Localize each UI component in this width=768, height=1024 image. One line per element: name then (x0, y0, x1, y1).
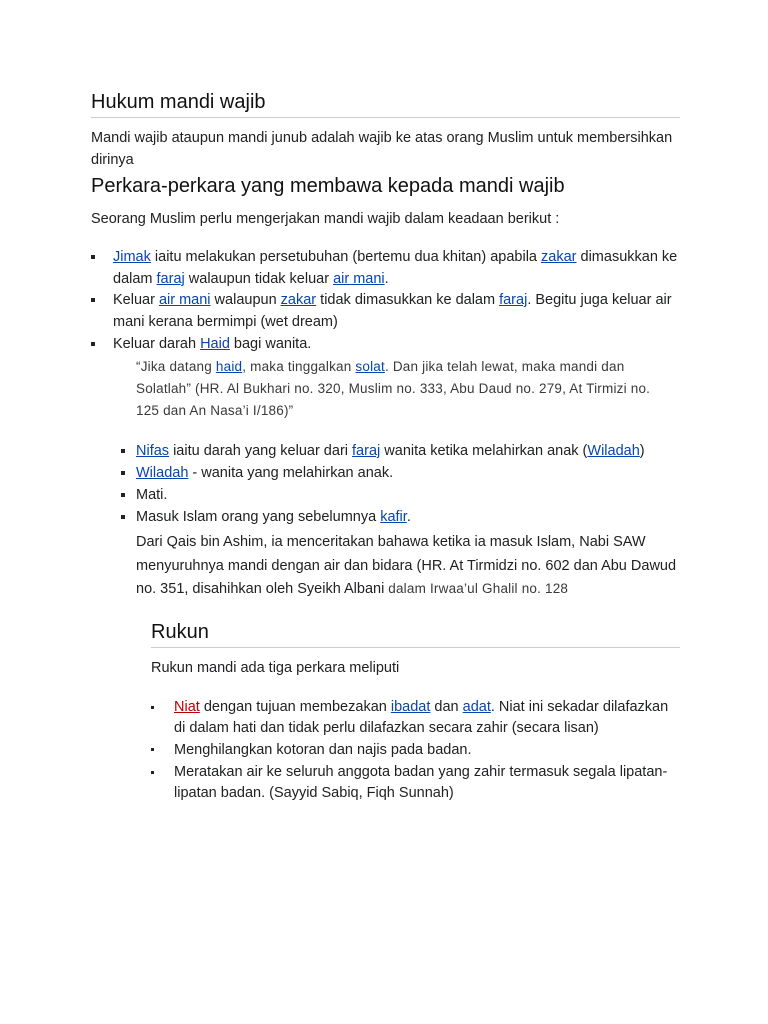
text: dengan tujuan membezakan (199, 699, 391, 715)
list-item (136, 462, 393, 484)
intro-line: dirinya (91, 152, 134, 168)
intro-paragraph (91, 127, 691, 171)
text: Meratakan air ke seluruh anggota badan yang zahir termasuk segala lipatan- (174, 764, 668, 780)
list-item (113, 246, 693, 290)
bullet (121, 471, 125, 475)
link-faraj[interactable]: faraj (156, 271, 185, 287)
link-kafir[interactable]: kafir (380, 509, 407, 525)
text: bagi wanita. (229, 336, 312, 352)
list-item (136, 506, 411, 528)
text: . Begitu juga keluar air (527, 292, 672, 308)
link-zakar[interactable]: zakar (280, 292, 317, 308)
bullet (91, 342, 95, 346)
bullet (91, 255, 95, 259)
list-item (136, 440, 645, 462)
link-adat[interactable]: adat (462, 699, 491, 715)
text: . (406, 509, 411, 525)
text: iaitu melakukan persetubuhan (bertemu dua khitan) apabila (150, 249, 542, 265)
link-haid[interactable]: haid (215, 359, 243, 374)
text: Keluar (113, 292, 159, 308)
text: Masuk Islam orang yang sebelumnya (136, 509, 381, 525)
perkara-intro: Seorang Muslim perlu mengerjakan mandi wajib dalam keadaan berikut : (91, 211, 560, 227)
link-nifas[interactable]: Nifas (136, 443, 170, 459)
text: iaitu darah yang keluar dari (169, 443, 353, 459)
text: menyuruhnya mandi dengan air dan bidara (HR. At Tirmidzi no. 602 dan Abu Dawud (136, 557, 677, 574)
bullet (121, 515, 125, 519)
text: “Jika datang (136, 359, 216, 374)
link-zakar[interactable]: zakar (541, 249, 577, 265)
link-wiladah[interactable]: Wiladah (587, 443, 640, 459)
text: walaupun (210, 292, 281, 308)
heading-hukum-mandi-wajib: Hukum mandi wajib (91, 91, 266, 113)
list-item (174, 697, 694, 739)
text: . (384, 271, 389, 287)
text: wanita ketika melahirkan anak ( (380, 443, 588, 459)
text: . Niat ini sekadar dilafazkan (490, 699, 669, 715)
link-air-mani[interactable]: air mani (333, 271, 385, 287)
link-air-mani[interactable]: air mani (158, 292, 211, 308)
text: dan (430, 699, 463, 715)
text: Keluar darah (113, 336, 201, 352)
text: di dalam hati dan tidak perlu dilafazkan secara zahir (secara lisan) (174, 720, 599, 736)
link-ibadat[interactable]: ibadat (390, 699, 431, 715)
link-haid[interactable]: Haid (200, 336, 230, 352)
intro-line: Mandi wajib ataupun mandi junub adalah wajib ke atas orang Muslim untuk membersihkan (91, 130, 673, 146)
text: dimasukkan ke (576, 249, 678, 265)
text: Solatlah” (HR. Al Bukhari no. 320, Muslim no. 333, Abu Daud no. 279, At Tirmizi no. (136, 381, 651, 396)
text: . Dan jika telah lewat, maka mandi dan (384, 359, 625, 374)
bullet (151, 771, 154, 774)
bullet (121, 449, 125, 453)
list-item: Mati. (136, 487, 168, 503)
heading-rule (91, 117, 680, 118)
rukun-intro: Rukun mandi ada tiga perkara meliputi (151, 660, 400, 676)
bullet (151, 706, 154, 709)
hadith-quote (136, 356, 696, 422)
link-faraj[interactable]: faraj (352, 443, 381, 459)
text: walaupun tidak keluar (184, 271, 334, 287)
text: - wanita yang melahirkan anak. (188, 465, 394, 481)
heading-perkara: Perkara-perkara yang membawa kepada mandi wajib (91, 175, 565, 197)
link-niat[interactable]: Niat (174, 699, 200, 715)
link-solat[interactable]: solat (355, 359, 385, 374)
text: mani kerana bermimpi (wet dream) (113, 314, 338, 330)
link-wiladah[interactable]: Wiladah (136, 465, 189, 481)
list-item (113, 333, 311, 355)
hadith-quote (136, 531, 706, 602)
text: tidak dimasukkan ke dalam (316, 292, 500, 308)
link-jimak[interactable]: Jimak (113, 249, 151, 265)
text: , maka tinggalkan (242, 359, 356, 374)
text: lipatan badan. (Sayyid Sabiq, Fiqh Sunnah) (174, 785, 454, 801)
bullet (121, 493, 125, 497)
text: dalam Irwaa’ul Ghalil no. 128 (384, 581, 569, 596)
bullet (91, 298, 95, 302)
text: dalam (113, 271, 157, 287)
list-item (113, 289, 693, 333)
heading-rukun: Rukun (151, 621, 209, 643)
text: no. 351, disahihkan oleh Syeikh Albani (136, 581, 385, 597)
link-faraj[interactable]: faraj (499, 292, 528, 308)
text: Dari Qais bin Ashim, ia menceritakan bahawa ketika ia masuk Islam, Nabi SAW (136, 534, 646, 550)
list-item: Menghilangkan kotoran dan najis pada badan. (174, 742, 472, 758)
text: 125 dan An Nasa’i I/186)” (136, 403, 294, 418)
text: ) (639, 443, 645, 459)
heading-rule (151, 647, 680, 648)
list-item (174, 762, 694, 804)
bullet (151, 748, 154, 751)
